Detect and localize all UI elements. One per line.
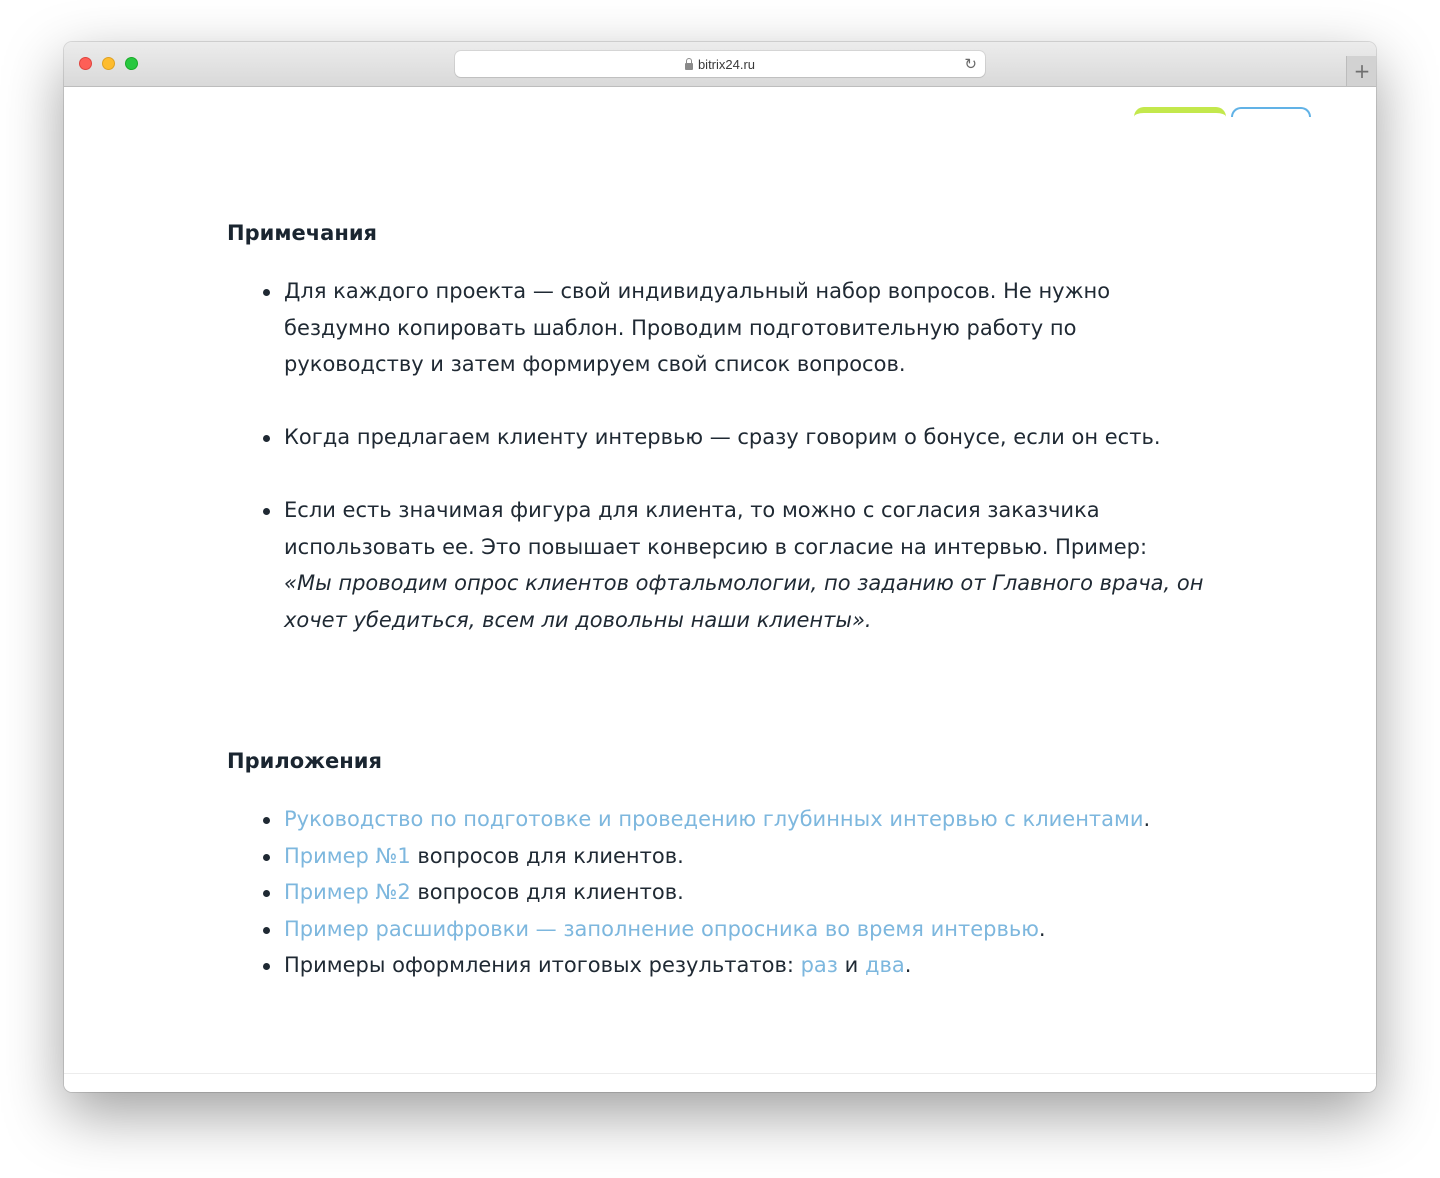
browser-window xyxy=(64,42,1376,1092)
item-line: использовать ее. Это повышает конверсию в согласие на интервью. Пример: xyxy=(284,534,1148,559)
list-item xyxy=(227,492,1227,638)
item-line: Если есть значимая фигура для клиента, то можно с согласия заказчика xyxy=(284,498,1100,522)
maximize-window-button[interactable] xyxy=(125,57,138,70)
attachments-list xyxy=(227,801,1227,984)
item-suffix: . xyxy=(904,953,912,977)
item-line: бездумно копировать шаблон. Проводим подготовительную работу по xyxy=(284,315,1077,340)
page-content xyxy=(64,87,1376,1092)
notes-list xyxy=(227,273,1227,675)
results-link-two[interactable]: два xyxy=(864,953,905,977)
attachments-heading: Приложения xyxy=(227,749,382,773)
list-item xyxy=(227,838,1227,875)
close-window-button[interactable] xyxy=(79,57,92,70)
quote-line: «Мы проводим опрос клиентов офтальмологии, по заданию от Главного врача, он xyxy=(284,571,1204,595)
header-button-blue[interactable] xyxy=(1231,107,1311,117)
reload-icon[interactable]: ↻ xyxy=(964,55,977,73)
item-line: Для каждого проекта — свой индивидуальный набор вопросов. Не нужно xyxy=(284,279,1111,303)
url-text: bitrix24.ru xyxy=(697,56,756,72)
notes-heading: Примечания xyxy=(227,221,378,245)
list-item xyxy=(227,911,1227,948)
footer-divider xyxy=(64,1073,1376,1074)
new-tab-button[interactable]: + xyxy=(1346,56,1376,86)
title-bar xyxy=(64,42,1376,87)
address-content xyxy=(455,51,985,77)
list-item xyxy=(227,419,1227,456)
list-item xyxy=(227,801,1227,838)
header-cta-button-green[interactable] xyxy=(1134,107,1226,117)
item-line: руководству и затем формируем свой список вопросов. xyxy=(284,352,906,376)
list-item xyxy=(227,273,1227,383)
quote-line: хочет убедиться, всем ли довольны наши клиенты». xyxy=(284,607,872,632)
item-suffix: . xyxy=(1038,916,1046,941)
item-prefix: Примеры оформления итоговых результатов: xyxy=(284,953,801,977)
guide-link[interactable]: Руководство по подготовке и проведению глубинных интервью с клиентами xyxy=(284,807,1144,831)
item-suffix: . xyxy=(1143,807,1151,831)
results-link-one[interactable]: раз xyxy=(800,953,838,977)
item-line: Когда предлагаем клиенту интервью — сразу говорим о бонусе, если он есть. xyxy=(284,425,1161,449)
example-2-link[interactable]: Пример №2 xyxy=(284,880,411,904)
list-item xyxy=(227,947,1227,984)
lock-icon xyxy=(685,63,693,70)
item-middle: и xyxy=(837,953,865,977)
example-1-link[interactable]: Пример №1 xyxy=(284,843,411,868)
item-suffix: вопросов для клиентов. xyxy=(410,880,684,904)
address-bar[interactable] xyxy=(455,51,985,77)
minimize-window-button[interactable] xyxy=(102,57,115,70)
list-item xyxy=(227,874,1227,911)
item-suffix: вопросов для клиентов. xyxy=(410,843,684,868)
transcript-example-link[interactable]: Пример расшифровки — заполнение опросника во время интервью xyxy=(284,916,1039,941)
